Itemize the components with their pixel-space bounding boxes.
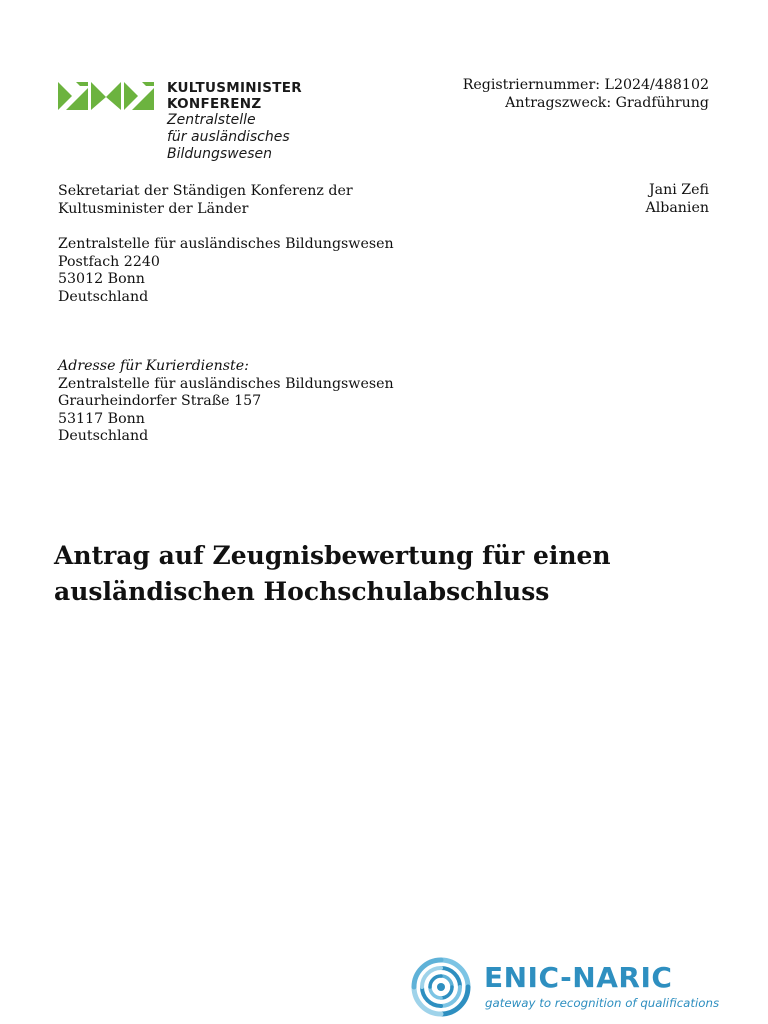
- kmk-logo-mark-icon: [58, 82, 154, 110]
- application-purpose: Antragszweck: Gradführung: [505, 95, 709, 111]
- registration-number: Registriernummer: L2024/488102: [462, 77, 709, 93]
- address-line: Graurheindorfer Straße 157: [58, 393, 262, 409]
- kmk-subtitle-line: für ausländisches: [167, 129, 290, 145]
- kmk-subtitle-line: Zentralstelle: [167, 112, 256, 128]
- enic-naric-wordmark: ENIC-NARIC: [484, 961, 673, 994]
- document-title: [54, 538, 611, 610]
- address-line: Deutschland: [58, 288, 149, 305]
- applicant-country: Albanien: [645, 199, 709, 216]
- registration-meta: [463, 76, 709, 112]
- address-line: 53012 Bonn: [58, 271, 145, 287]
- address-line: Kultusminister der Länder: [58, 200, 249, 217]
- recipient-organisation: [58, 183, 353, 218]
- kmk-title-line: KONFERENZ: [167, 96, 262, 112]
- address-line: Deutschland: [58, 428, 149, 444]
- courier-address: [58, 358, 394, 446]
- document-title-line: ausländischen Hochschulabschluss: [54, 577, 550, 606]
- kmk-logo-subtitle: [167, 112, 290, 163]
- address-line: Zentralstelle für ausländisches Bildungswesen: [58, 236, 394, 252]
- enic-naric-logo: [408, 952, 718, 1022]
- kmk-title-line: KULTUSMINISTER: [167, 80, 302, 96]
- enic-naric-tagline: gateway to recognition of qualifications: [485, 996, 720, 1010]
- kmk-logo-title: [167, 80, 302, 112]
- document-title-line: Antrag auf Zeugnisbewertung für einen: [54, 541, 611, 570]
- applicant-name: Jani Zefi: [648, 182, 709, 198]
- address-line: Sekretariat der Ständigen Konferenz der: [58, 183, 353, 199]
- kmk-subtitle-line: Bildungswesen: [167, 146, 273, 162]
- applicant-block: [645, 182, 709, 217]
- kmk-logo: [58, 80, 308, 162]
- address-line: Zentralstelle für ausländisches Bildungswesen: [58, 375, 394, 392]
- address-line: 53117 Bonn: [58, 410, 145, 427]
- enic-naric-globe-icon: [408, 954, 474, 1020]
- postal-address: [58, 236, 394, 306]
- address-line: Postfach 2240: [58, 253, 160, 270]
- courier-address-label: Adresse für Kurierdienste:: [58, 358, 249, 374]
